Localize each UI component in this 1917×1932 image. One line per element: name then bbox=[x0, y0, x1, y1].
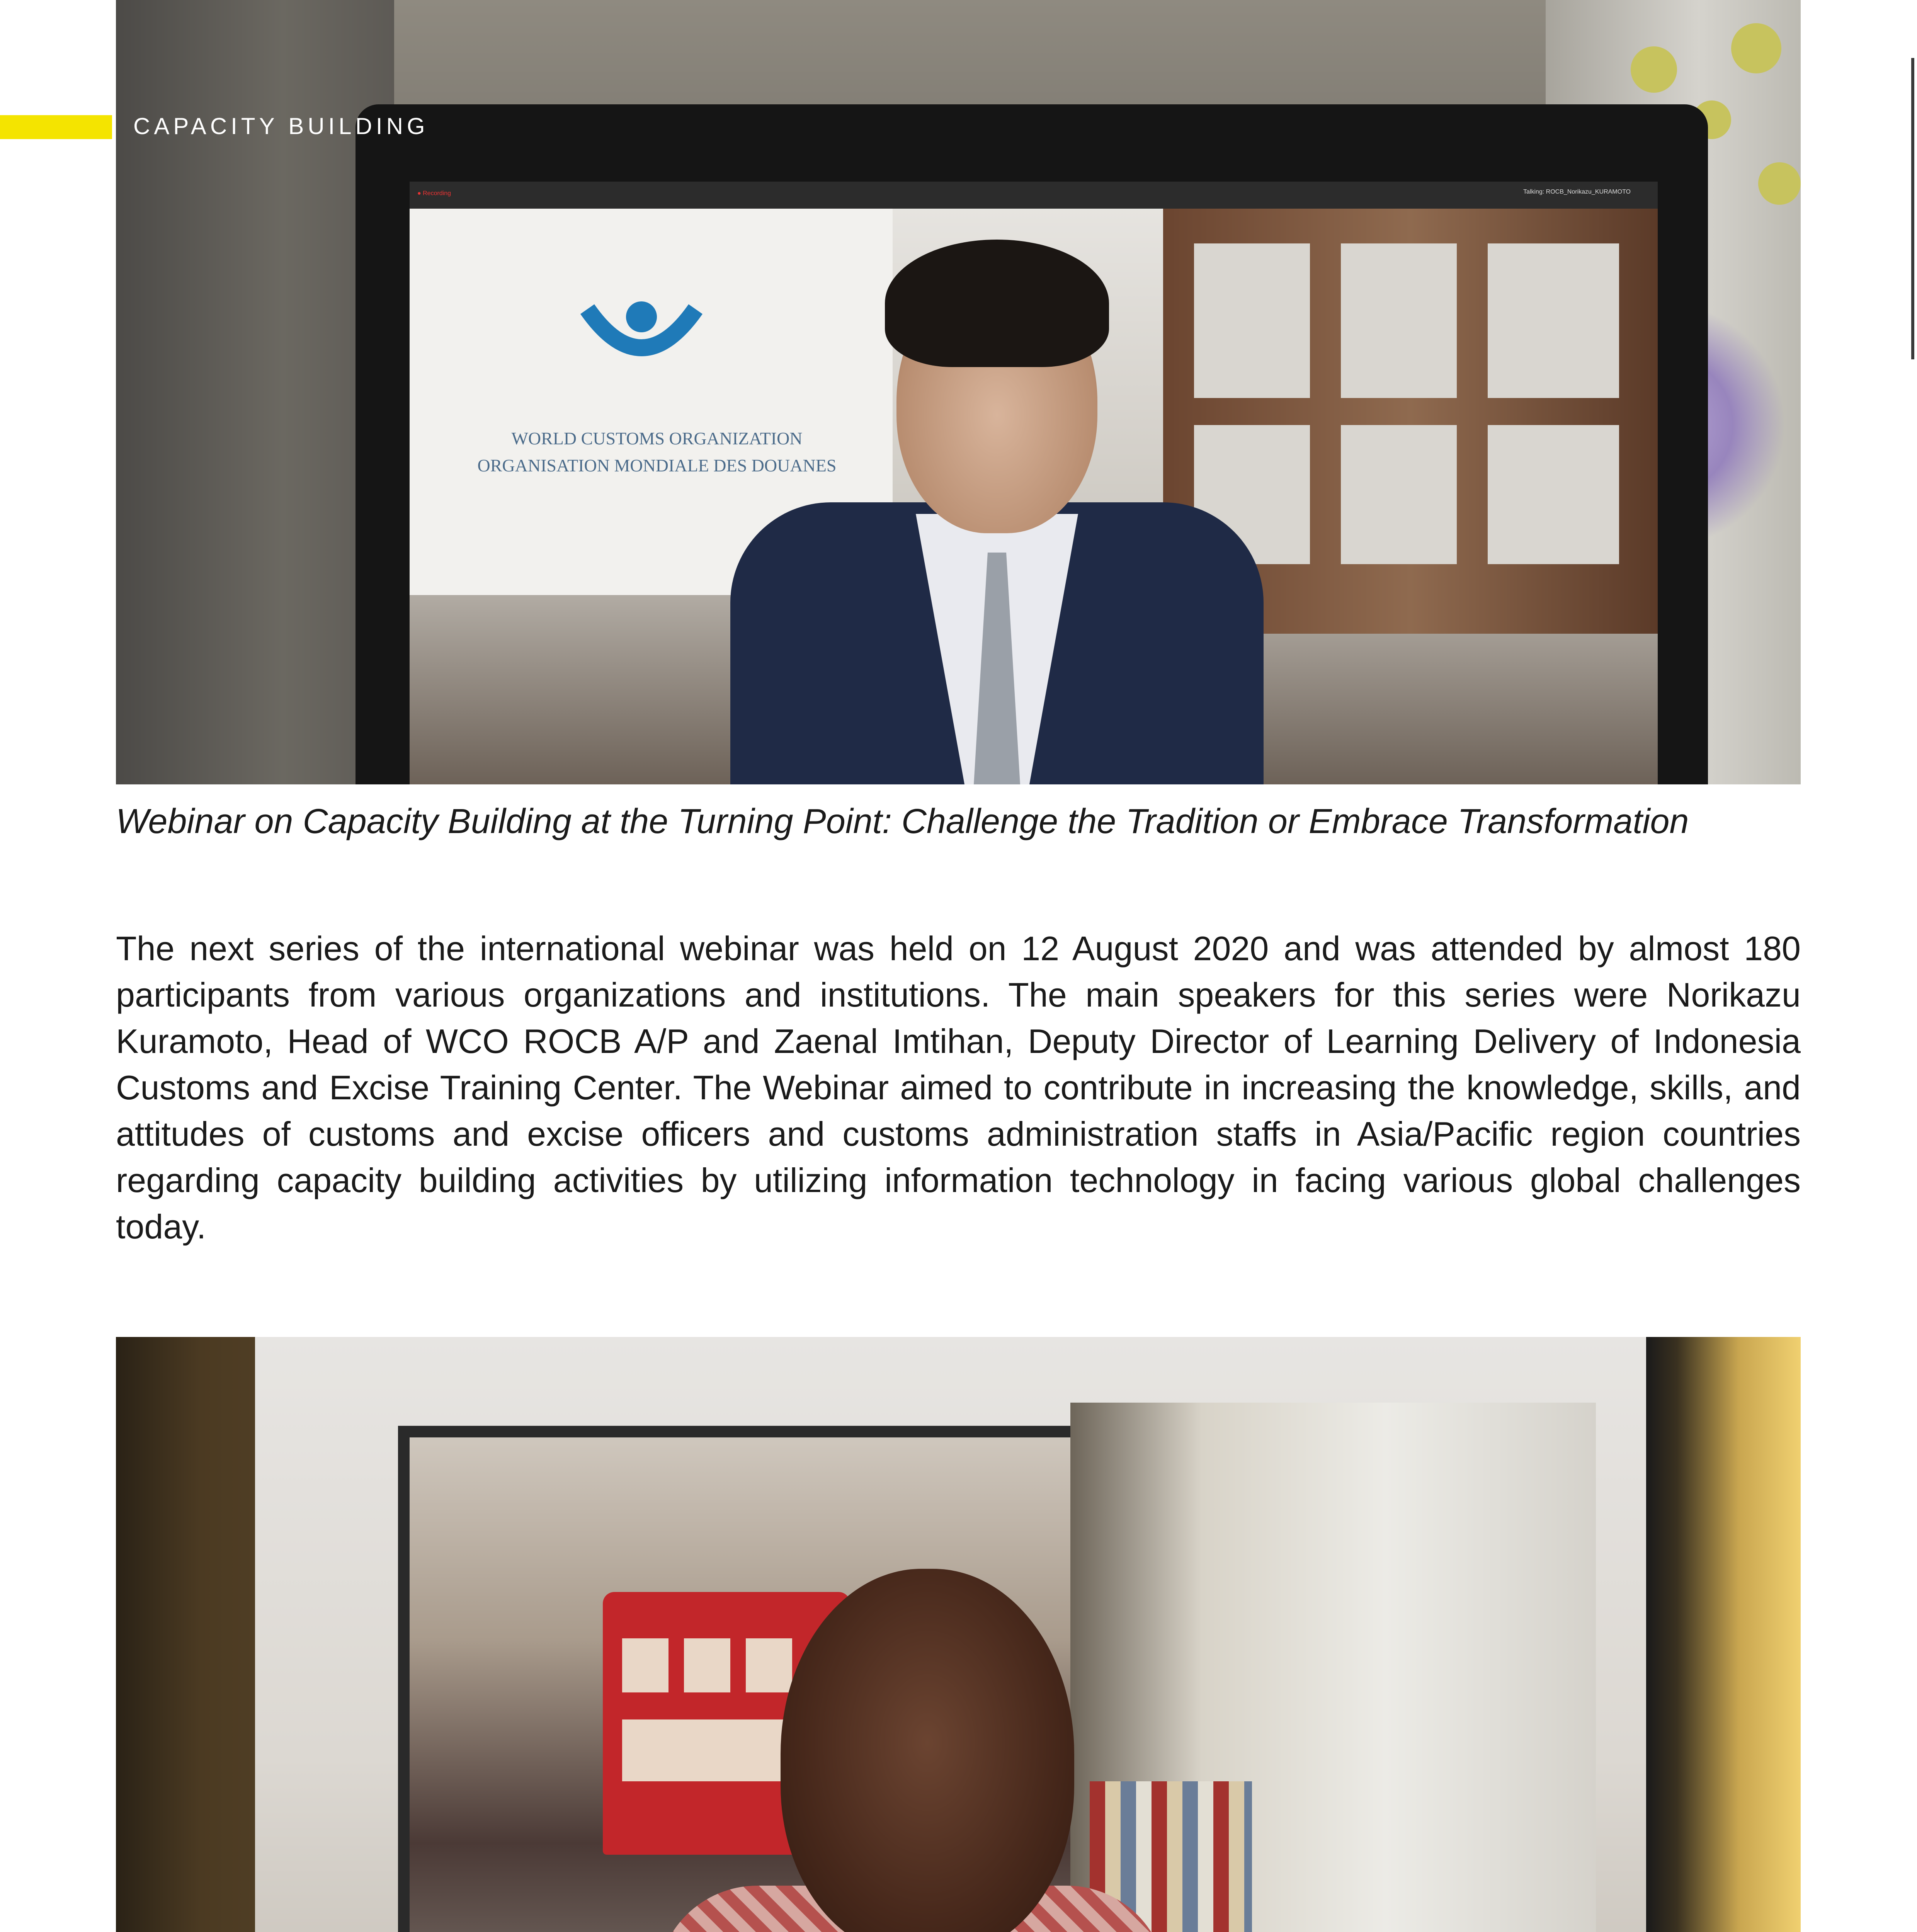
screen-bezel bbox=[1646, 1337, 1801, 1932]
flower-bud bbox=[1731, 23, 1781, 73]
tram-window bbox=[684, 1638, 730, 1692]
window-pane bbox=[1341, 243, 1457, 398]
flower-bud bbox=[1631, 46, 1677, 93]
tram-window bbox=[622, 1638, 668, 1692]
section-label: CAPACITY BUILDING bbox=[133, 113, 429, 139]
banner-line-1: WORLD CUSTOMS ORGANIZATION bbox=[511, 429, 803, 448]
speaker-face bbox=[781, 1569, 1074, 1932]
body-paragraph-1: The next series of the international webinar was held on 12 August 2020 and was attended by almost 180 participants from various organizations and institutions. The main speakers for this series were Norikazu Kuramoto, Head of WCO ROCB A/P and Zaenal Imtihan, Deputy Director of Learning Delivery of Indonesia Customs and Excise Training Center. The Webinar aimed to contribute in increasing the knowledge, skills, and attitudes of customs and excise officers and customs administration staffs in Asia/Pacific region countries regarding capacity building activities by utilizing information technology in facing various global challenges today. bbox=[116, 929, 1801, 1246]
photo-caption-1: Webinar on Capacity Building at the Turning Point: Challenge the Tradition or Embrace Transformation bbox=[116, 802, 1689, 841]
wco-banner-text bbox=[464, 425, 850, 479]
banner-line-2: ORGANISATION MONDIALE DES DOUANES bbox=[477, 456, 837, 475]
flower-bud bbox=[1758, 162, 1801, 205]
webinar-photo-2 bbox=[116, 1337, 1801, 1932]
tram-window bbox=[746, 1638, 792, 1692]
window-pane bbox=[1488, 425, 1619, 564]
section-accent-bar bbox=[0, 115, 112, 139]
speaker-hair bbox=[885, 240, 1109, 367]
recording-indicator: ● Recording bbox=[417, 190, 451, 197]
laptop-screen bbox=[410, 182, 1658, 784]
wco-logo-icon bbox=[572, 286, 711, 386]
window-pane bbox=[1488, 243, 1619, 398]
video-call-topbar bbox=[410, 182, 1658, 209]
window-pane bbox=[1341, 425, 1457, 564]
talking-indicator: Talking: ROCB_Norikazu_KURAMOTO bbox=[1523, 189, 1631, 195]
page-edge-mark bbox=[1911, 58, 1914, 359]
window-pane bbox=[1194, 243, 1310, 398]
